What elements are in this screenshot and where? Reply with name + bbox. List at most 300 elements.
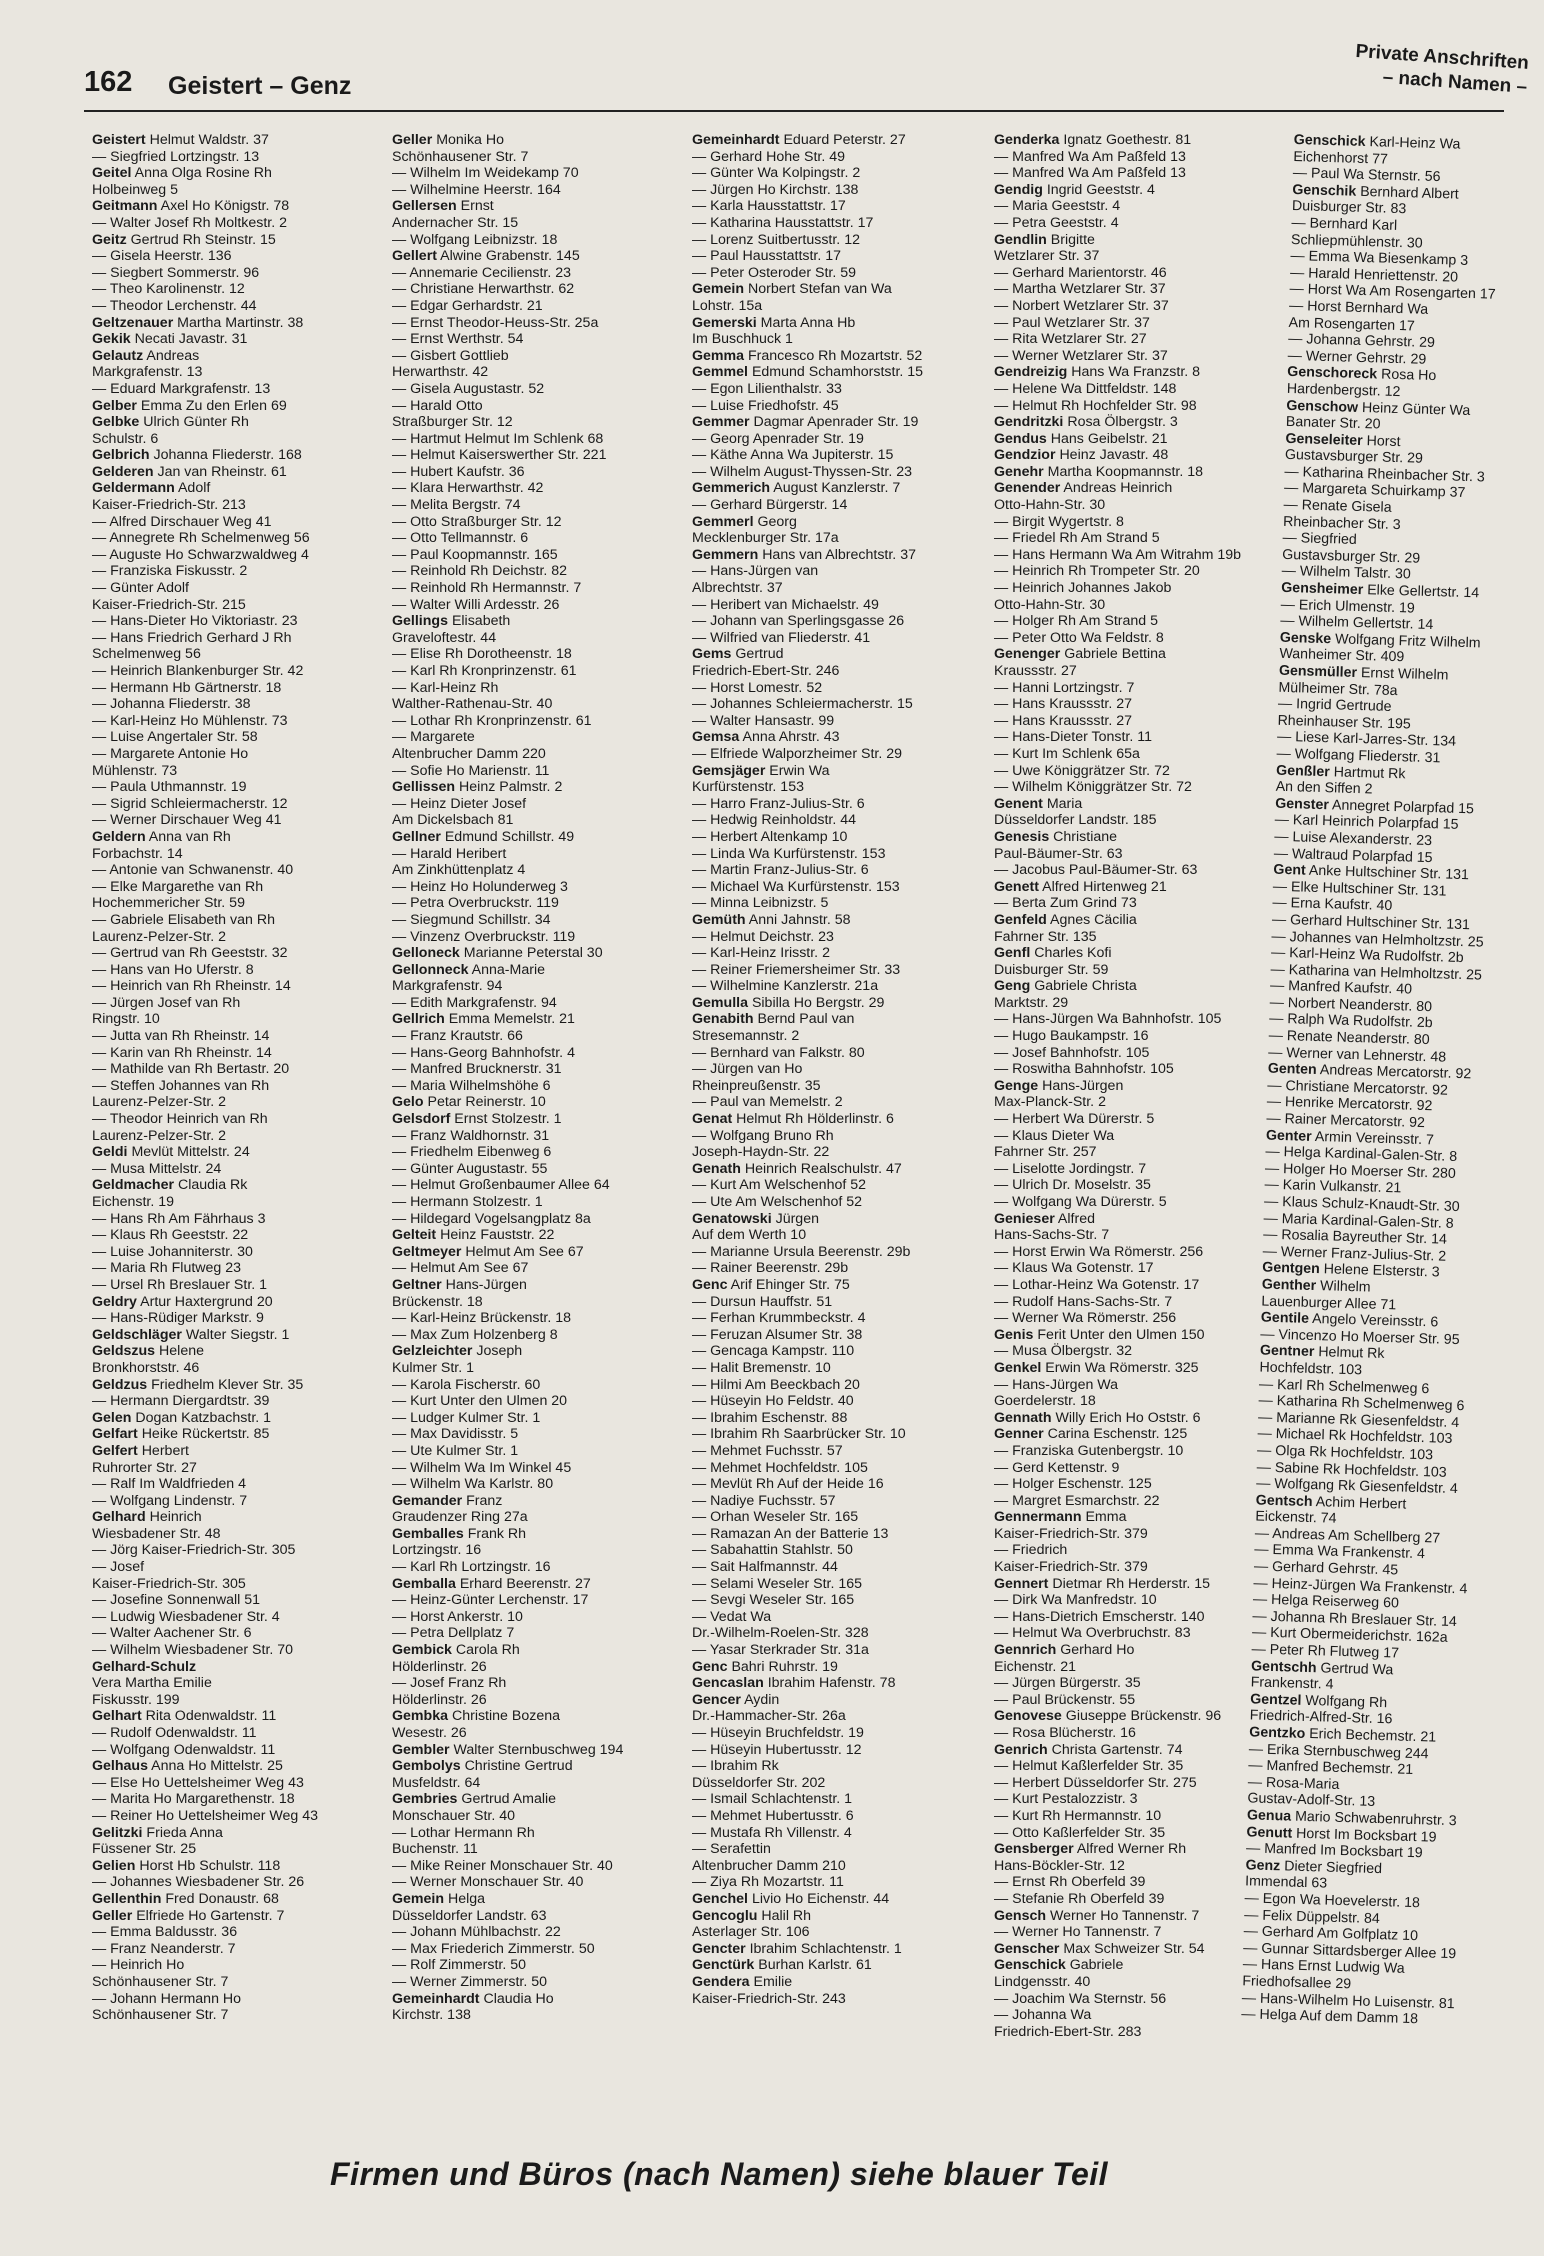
entry-text: — Hüseyin Bruchfeldstr. 19 — [692, 1725, 864, 1741]
directory-entry — [692, 1941, 964, 1958]
directory-entry — [92, 1443, 364, 1460]
entry-text: — Johanna Fliederstr. 38 — [92, 696, 251, 713]
entry-text: — Wilhelm Im Weidekamp 70 — [392, 165, 579, 182]
directory-column-5 — [1241, 132, 1502, 2029]
entry-text: — Ferhan Krummbeckstr. 4 — [692, 1310, 866, 1327]
directory-entry — [994, 1858, 1266, 1875]
directory-entry — [392, 1177, 664, 1194]
entry-text: Mecklenburger Str. 17a — [692, 530, 839, 547]
directory-entry — [692, 1260, 964, 1277]
entry-surname: Gemmern — [692, 546, 759, 563]
entry-text: — Rita Wetzlarer Str. 27 — [994, 331, 1147, 348]
entry-text: — Gunnar Sittardsberger Allee 19 — [1243, 1940, 1457, 1962]
directory-entry — [994, 1908, 1266, 1925]
entry-text: — Max Friederich Zimmerstr. 50 — [392, 1940, 595, 1957]
directory-entry — [692, 232, 964, 249]
entry-text: — Heinz Dieter Josef — [392, 795, 527, 812]
entry-text: — Peter Otto Wa Feldstr. 8 — [994, 629, 1164, 646]
entry-text: Christine Bozena — [451, 1708, 560, 1725]
directory-entry — [994, 364, 1266, 381]
directory-entry — [994, 165, 1266, 182]
entry-text: Gerhard Ho — [1060, 1642, 1135, 1659]
entry-text: — Hans-Wilhelm Ho Luisenstr. 81 — [1241, 1989, 1455, 2012]
directory-entry — [92, 165, 364, 182]
entry-text: Rosa Ho — [1380, 366, 1437, 385]
entry-text: Lauenburger Allee 71 — [1261, 1293, 1397, 1313]
entry-surname: Gendig — [994, 181, 1043, 198]
entry-text: — Gerhard Gehrstr. 45 — [1253, 1558, 1399, 1579]
directory-entry — [994, 514, 1266, 531]
entry-surname: Gemsjäger — [692, 762, 766, 779]
directory-entry — [994, 1476, 1266, 1493]
entry-text: Maria — [1046, 795, 1083, 812]
entry-text: Anni Jahnstr. 58 — [748, 911, 851, 928]
entry-text: Gertrud — [735, 646, 784, 663]
entry-text: Marktstr. 29 — [994, 994, 1069, 1011]
directory-entry — [392, 779, 664, 796]
directory-entry — [692, 978, 964, 995]
directory-entry — [92, 995, 364, 1012]
entry-text: — Jacobus Paul-Bäumer-Str. 63 — [994, 862, 1198, 879]
entry-text: — Helmut Großenbaumer Allee 64 — [392, 1177, 610, 1194]
entry-text: Helene Elsterstr. 3 — [1323, 1261, 1440, 1281]
entry-text: — Rosalia Bayreuther Str. 14 — [1262, 1226, 1448, 1248]
directory-entry — [994, 1742, 1266, 1759]
entry-text: Vera Martha Emilie — [92, 1675, 212, 1692]
entry-text: — Manfred Brucknerstr. 31 — [392, 1061, 562, 1078]
entry-text: — Franz Waldhornstr. 31 — [392, 1127, 550, 1144]
directory-entry — [994, 1891, 1266, 1908]
directory-entry — [692, 995, 964, 1012]
entry-text: — Friedrich — [994, 1542, 1068, 1559]
entry-text: Am Rosengarten 17 — [1288, 314, 1416, 334]
entry-surname: Gekik — [92, 331, 131, 348]
entry-text: Claudia Ho — [483, 1990, 554, 2007]
entry-text: — Max Davidisstr. 5 — [392, 1426, 519, 1443]
entry-surname: Gelen — [92, 1409, 132, 1426]
directory-entry — [994, 1874, 1266, 1891]
directory-entry — [692, 331, 964, 348]
directory-entry — [392, 480, 664, 497]
directory-entry — [994, 729, 1266, 746]
entry-text: — Günter Adolf — [92, 580, 189, 597]
entry-text: Ruhrorter Str. 27 — [92, 1459, 197, 1476]
entry-text: — Hans Rh Am Fährhaus 3 — [92, 1210, 266, 1227]
directory-entry — [392, 198, 664, 215]
directory-entry — [92, 1410, 364, 1427]
directory-entry — [392, 1642, 664, 1659]
entry-text: — Johann Hermann Ho — [92, 1990, 242, 2007]
entry-surname: Gennermann — [994, 1509, 1082, 1526]
entry-text: Gertrud Rh Steinstr. 15 — [130, 231, 276, 248]
entry-text: — Franziska Fiskusstr. 2 — [92, 563, 248, 580]
directory-entry — [692, 713, 964, 730]
entry-text: Alfred Hirtenweg 21 — [1042, 878, 1167, 895]
entry-text: — Rosa Blücherstr. 16 — [994, 1725, 1136, 1741]
directory-entry — [92, 812, 364, 829]
directory-entry — [692, 779, 964, 796]
entry-surname: Gellert — [392, 248, 437, 265]
directory-entry — [994, 597, 1266, 614]
entry-text: — Emma Wa Frankenstr. 4 — [1254, 1541, 1426, 1563]
entry-text: — Rudolf Hans-Sachs-Str. 7 — [994, 1293, 1173, 1310]
entry-text: — Egon Wa Hoevelerstr. 18 — [1244, 1890, 1421, 1912]
directory-entry — [392, 1294, 664, 1311]
entry-text: — Lothar-Heinz Wa Gotenstr. 17 — [994, 1276, 1200, 1293]
directory-entry — [392, 580, 664, 597]
directory-entry — [692, 796, 964, 813]
directory-entry — [692, 1675, 964, 1692]
directory-entry — [92, 1011, 364, 1028]
directory-entry — [994, 945, 1266, 962]
entry-text: — Helga Kardinal-Galen-Str. 8 — [1265, 1143, 1458, 1166]
entry-text: Lortzingstr. 16 — [392, 1542, 482, 1559]
entry-surname: Gembolys — [392, 1758, 461, 1775]
directory-entry — [392, 1094, 664, 1111]
entry-text: Alfred — [1057, 1210, 1095, 1227]
entry-text: — Werner Zimmerstr. 50 — [392, 1973, 548, 1990]
entry-text: — Siegfried — [1282, 530, 1357, 549]
entry-text: — Peter Osteroder Str. 59 — [692, 264, 857, 281]
entry-text: — Gerd Kettenstr. 9 — [994, 1459, 1120, 1476]
directory-entry — [392, 215, 664, 232]
entry-text: — Kurt Im Schlenk 65a — [994, 745, 1140, 762]
entry-text: — Hans-Jürgen van — [692, 563, 819, 580]
entry-surname: Gentner — [1259, 1342, 1315, 1361]
entry-surname: Genesis — [994, 828, 1050, 845]
entry-surname: Gellonneck — [392, 961, 469, 978]
directory-entry — [392, 182, 664, 199]
entry-text: — Karl Rh Kronprinzenstr. 61 — [392, 663, 577, 679]
entry-text: Im Buschhuck 1 — [692, 331, 793, 348]
directory-entry — [92, 1908, 364, 1925]
entry-surname: Gemballa — [392, 1575, 456, 1592]
entry-text: — Heinz-Günter Lerchenstr. 17 — [392, 1592, 589, 1609]
entry-text: — Johannes van Helmholtzstr. 25 — [1271, 928, 1484, 951]
entry-text: — Theodor Lerchenstr. 44 — [92, 297, 257, 314]
entry-text: Petar Reinerstr. 10 — [427, 1094, 546, 1111]
entry-text: — Marianne Rk Giesenfeldstr. 4 — [1257, 1409, 1460, 1431]
directory-entry — [692, 1974, 964, 1991]
entry-text: — Sevgi Weseler Str. 165 — [692, 1592, 855, 1609]
directory-entry — [392, 431, 664, 448]
entry-text: Brigitte — [1050, 231, 1095, 248]
directory-entry — [392, 1957, 664, 1974]
entry-text: Norbert Stefan van Wa — [748, 281, 892, 298]
directory-entry — [692, 1791, 964, 1808]
entry-text: — Ute Am Welschenhof 52 — [692, 1194, 863, 1210]
entry-text: Paul-Bäumer-Str. 63 — [994, 845, 1123, 862]
entry-text: — Rainer Mercatorstr. 92 — [1266, 1110, 1426, 1132]
entry-text: — Sabine Rk Hochfeldstr. 103 — [1256, 1458, 1447, 1481]
directory-entry — [392, 248, 664, 265]
entry-surname: Genrich — [994, 1741, 1048, 1758]
entry-text: Helmut Waldstr. 37 — [149, 132, 269, 148]
entry-text: Otto-Hahn-Str. 30 — [994, 497, 1106, 514]
directory-entry — [392, 1443, 664, 1460]
entry-text: Gustav-Adolf-Str. 13 — [1247, 1790, 1376, 1811]
entry-text: — Hubert Kaufstr. 36 — [392, 463, 525, 480]
entry-text: — Wilhelmine Heerstr. 164 — [392, 181, 561, 198]
entry-surname: Genderka — [994, 132, 1060, 148]
directory-entry — [392, 962, 664, 979]
directory-entry — [392, 912, 664, 929]
entry-text: Laurenz-Pelzer-Str. 2 — [92, 1094, 227, 1111]
directory-entry — [92, 1924, 364, 1941]
entry-text: Brückenstr. 18 — [392, 1293, 483, 1310]
entry-text: — Christiane Mercatorstr. 92 — [1267, 1077, 1449, 1099]
entry-text: Max-Planck-Str. 2 — [994, 1094, 1106, 1111]
entry-surname: Gemmerich — [692, 480, 771, 497]
entry-surname: Gelderen — [92, 463, 154, 480]
entry-surname: Gelitzki — [92, 1824, 143, 1841]
entry-text: Friedrich-Alfred-Str. 16 — [1249, 1707, 1393, 1728]
directory-entry — [692, 1011, 964, 1028]
directory-entry — [994, 1128, 1266, 1145]
entry-text: Christine Gertrud — [464, 1758, 573, 1775]
entry-text: — Günter Augustastr. 55 — [392, 1160, 548, 1177]
directory-entry — [994, 132, 1266, 149]
directory-entry — [392, 1310, 664, 1327]
entry-surname: Genovese — [994, 1708, 1062, 1725]
entry-text: Schulstr. 6 — [92, 430, 159, 447]
directory-entry — [994, 447, 1266, 464]
entry-text: — Orhan Weseler Str. 165 — [692, 1509, 859, 1526]
directory-entry — [92, 315, 364, 332]
directory-entry — [92, 1576, 364, 1593]
entry-text: — Heinrich Ho — [92, 1957, 185, 1974]
directory-entry — [692, 630, 964, 647]
entry-text: — Werner Gehrstr. 29 — [1287, 347, 1427, 368]
entry-text: — Helga Reiserweg 60 — [1252, 1591, 1400, 1612]
directory-entry — [392, 447, 664, 464]
directory-entry — [994, 381, 1266, 398]
entry-text: — Otto Kaßlerfelder Str. 35 — [994, 1824, 1166, 1841]
entry-text: — Johannes Schleiermacherstr. 15 — [692, 696, 913, 713]
entry-text: — Musa Mittelstr. 24 — [92, 1160, 222, 1177]
directory-entry — [92, 364, 364, 381]
entry-text: Heinz Günter Wa — [1361, 399, 1471, 419]
directory-entry — [692, 165, 964, 182]
entry-text: Kraussstr. 27 — [994, 663, 1077, 679]
directory-entry — [92, 1094, 364, 1111]
directory-entry — [994, 1725, 1266, 1742]
entry-text: Gabriele — [1069, 1957, 1124, 1974]
entry-text: — Hans-Dieter Ho Viktoriastr. 23 — [92, 613, 298, 630]
entry-surname: Genfeld — [994, 911, 1047, 928]
entry-text: — Karl-Heinz Ho Mühlenstr. 73 — [92, 712, 288, 729]
entry-text: Hölderlinstr. 26 — [392, 1691, 487, 1708]
entry-text: — Katharina Rheinbacher Str. 3 — [1284, 463, 1485, 486]
entry-text: — Werner Ho Tannenstr. 7 — [994, 1924, 1162, 1941]
directory-entry — [392, 1111, 664, 1128]
entry-text: Helga — [448, 1890, 486, 1907]
directory-entry — [994, 1194, 1266, 1211]
entry-text: Kaiser-Friedrich-Str. 379 — [994, 1559, 1148, 1576]
directory-entry — [392, 497, 664, 514]
directory-entry — [92, 978, 364, 995]
entry-text: — Paul Koopmannstr. 165 — [392, 546, 558, 563]
entry-surname: Genchel — [692, 1890, 748, 1907]
directory-entry — [392, 1393, 664, 1410]
entry-text: — Wilhelm Wa Im Winkel 45 — [392, 1459, 572, 1476]
directory-entry — [92, 1675, 364, 1692]
entry-text: — Harro Franz-Julius-Str. 6 — [692, 795, 865, 812]
entry-text: Andernacher Str. 15 — [392, 214, 519, 231]
directory-entry — [692, 945, 964, 962]
directory-entry — [392, 1476, 664, 1493]
entry-text: — Norbert Wetzlarer Str. 37 — [994, 297, 1169, 314]
directory-entry — [994, 431, 1266, 448]
entry-surname: Geltner — [392, 1276, 442, 1293]
entry-text: — Elke Hultschiner Str. 131 — [1272, 878, 1447, 900]
directory-entry — [392, 1609, 664, 1626]
entry-text: — Martin Franz-Julius-Str. 6 — [692, 862, 869, 879]
entry-text: — Manfred Bechemstr. 21 — [1248, 1757, 1414, 1779]
directory-entry — [392, 563, 664, 580]
directory-entry — [92, 1542, 364, 1559]
entry-text: Anna Ho Mittelstr. 25 — [151, 1758, 283, 1775]
directory-entry — [994, 829, 1266, 846]
entry-text: — Gerhard Am Golfplatz 10 — [1243, 1923, 1419, 1945]
entry-text: — Margret Esmarchstr. 22 — [994, 1492, 1160, 1509]
entry-surname: Gemulla — [692, 994, 748, 1011]
entry-text: — Helmut Rh Hochfelder Str. 98 — [994, 397, 1197, 414]
directory-entry — [994, 1542, 1266, 1559]
directory-columns — [92, 132, 1502, 2132]
directory-entry — [392, 1725, 664, 1742]
entry-text: — Andreas Am Schellberg 27 — [1254, 1525, 1441, 1547]
entry-text: Emma — [1085, 1509, 1127, 1526]
entry-text: — Birgit Wygertstr. 8 — [994, 513, 1124, 530]
entry-text: Rheinhauser Str. 195 — [1277, 712, 1412, 733]
entry-text: — Katharina Hausstattstr. 17 — [692, 214, 874, 231]
directory-entry — [92, 945, 364, 962]
entry-text: — Werner van Lehnerstr. 48 — [1268, 1044, 1447, 1066]
entry-surname: Genschik — [1292, 181, 1357, 200]
directory-entry — [92, 929, 364, 946]
directory-entry — [392, 1493, 664, 1510]
entry-text: — Hans Friedrich Gerhard J Rh — [92, 629, 292, 646]
entry-text: — Kurt Rh Hermannstr. 10 — [994, 1807, 1162, 1824]
directory-entry — [692, 1659, 964, 1676]
directory-entry — [692, 1393, 964, 1410]
directory-entry — [392, 348, 664, 365]
entry-surname: Genc — [692, 1658, 728, 1675]
entry-text: — Bernhard van Falkstr. 80 — [692, 1044, 865, 1061]
entry-text: — Vincenzo Ho Moerser Str. 95 — [1260, 1326, 1460, 1348]
entry-text: — Karin van Rh Rheinstr. 14 — [92, 1044, 272, 1061]
entry-text: Dagmar Apenrader Str. 19 — [753, 414, 919, 431]
directory-entry — [994, 613, 1266, 630]
entry-text: Am Zinkhüttenplatz 4 — [392, 862, 526, 879]
directory-entry — [994, 182, 1266, 199]
directory-entry — [994, 663, 1266, 680]
directory-entry — [994, 1576, 1266, 1593]
directory-entry — [92, 398, 364, 415]
entry-text: — Paul Hausstattstr. 17 — [692, 248, 842, 265]
directory-entry — [92, 1974, 364, 1991]
directory-entry — [392, 1360, 664, 1377]
entry-surname: Gendus — [994, 430, 1047, 447]
directory-entry — [392, 663, 664, 680]
section-title-line-2: – nach Namen – — [1382, 66, 1529, 98]
entry-text: Asterlager Str. 106 — [692, 1924, 810, 1941]
entry-text: — Wolfgang Rk Giesenfeldstr. 4 — [1256, 1475, 1459, 1498]
entry-text: Heike Rückertstr. 85 — [141, 1426, 270, 1443]
entry-text: — Sigrid Schleiermacherstr. 12 — [92, 795, 288, 812]
directory-entry — [692, 580, 964, 597]
entry-text: — Johannes Wiesbadener Str. 26 — [92, 1874, 305, 1891]
entry-text: — Jutta van Rh Rheinstr. 14 — [92, 1028, 270, 1045]
directory-entry — [692, 1609, 964, 1626]
entry-text: Fahrner Str. 257 — [994, 1144, 1097, 1161]
entry-text: Wolfgang Fritz Wilhelm — [1334, 631, 1481, 652]
entry-text: — Günter Wa Kolpingstr. 2 — [692, 165, 861, 182]
entry-text: — Ernst Werthstr. 54 — [392, 331, 524, 348]
directory-entry — [994, 547, 1266, 564]
entry-surname: Gelhard-Schulz — [92, 1658, 197, 1675]
entry-text: — Roswitha Bahnhofstr. 105 — [994, 1061, 1174, 1078]
entry-text: — Hedwig Reinholdstr. 44 — [692, 812, 857, 829]
directory-entry — [392, 1161, 664, 1178]
entry-text: — Alfred Dirschauer Weg 41 — [92, 513, 272, 530]
directory-entry — [994, 232, 1266, 249]
directory-entry — [92, 1791, 364, 1808]
entry-text: — Kurt Pestalozzistr. 3 — [994, 1791, 1138, 1808]
directory-entry — [92, 1343, 364, 1360]
directory-entry — [994, 1775, 1266, 1792]
directory-entry — [692, 182, 964, 199]
entry-text: — Lothar Rh Kronprinzenstr. 61 — [392, 712, 592, 729]
entry-text: — Marianne Ursula Beerenstr. 29b — [692, 1243, 911, 1260]
entry-text: Monschauer Str. 40 — [392, 1807, 516, 1824]
entry-text: Francesco Rh Mozartstr. 52 — [748, 347, 923, 364]
entry-text: Heinz Javastr. 48 — [1059, 447, 1169, 464]
directory-entry — [994, 862, 1266, 879]
directory-entry — [994, 2007, 1266, 2024]
entry-text: Alfred Werner Rh — [1076, 1841, 1187, 1858]
entry-text: — Hans-Rüdiger Markstr. 9 — [92, 1310, 264, 1327]
entry-surname: Geldschläger — [92, 1326, 182, 1343]
entry-surname: Gemerski — [692, 314, 757, 331]
directory-entry — [692, 696, 964, 713]
entry-text: — Luise Friedhofstr. 45 — [692, 397, 839, 414]
directory-entry — [994, 630, 1266, 647]
directory-entry — [92, 447, 364, 464]
entry-text: Altenbrucher Damm 210 — [692, 1857, 846, 1874]
entry-text: Düsseldorfer Landstr. 63 — [392, 1907, 547, 1924]
entry-text: Monika Ho — [436, 132, 505, 148]
entry-text: — Melita Bergstr. 74 — [392, 497, 521, 514]
directory-column-1 — [92, 132, 364, 2024]
entry-text: — Helmut Am See 67 — [392, 1260, 529, 1277]
entry-text: Claudia Rk — [177, 1177, 248, 1194]
directory-entry — [994, 1758, 1266, 1775]
directory-entry — [92, 248, 364, 265]
directory-entry — [692, 895, 964, 912]
directory-entry — [994, 1460, 1266, 1477]
entry-text: Heinrich — [149, 1509, 202, 1526]
entry-text: Kaiser-Friedrich-Str. 379 — [994, 1525, 1148, 1542]
entry-text: Agnes Cäcilia — [1050, 911, 1137, 928]
entry-surname: Geldry — [92, 1293, 137, 1310]
directory-entry — [692, 1111, 964, 1128]
entry-text: — Ernst Theodor-Heuss-Str. 25a — [392, 314, 599, 331]
entry-text: Erhard Beerenstr. 27 — [459, 1575, 591, 1592]
directory-entry — [92, 895, 364, 912]
directory-entry — [994, 1808, 1266, 1825]
